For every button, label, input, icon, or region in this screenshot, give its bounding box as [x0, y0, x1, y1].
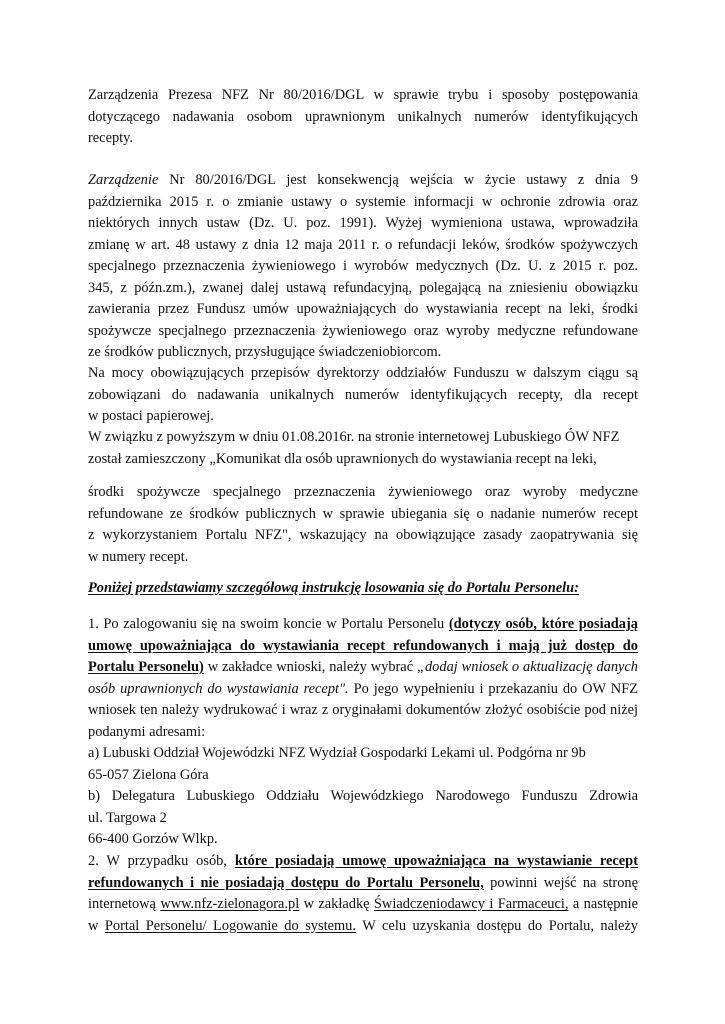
title-line: Zarządzenia Prezesa NFZ Nr 80/2016/DGL w sprawie trybu i sposoby postępowania [88, 87, 638, 103]
paragraph-line: refundowane ze środków publicznych w sprawie ubiegania się o nadanie numerów recept [88, 505, 638, 522]
step-text: internetową [88, 896, 161, 912]
paragraph-line: W związku z powyższym w dniu 01.08.2016r. na stronie internetowej Lubuskiego ÓW NFZ [88, 429, 620, 445]
paragraph-line: został zamieszczony „Komunikat dla osób uprawnionych do wystawiania recept na leki, [88, 450, 597, 467]
italic-lead: Zarządzenie [88, 172, 159, 188]
address-b-line: b) Delegatura Lubuskiego Oddziału Wojewódzkiego Narodowego Funduszu Zdrowia [88, 788, 638, 804]
step-emphasis: umowę upoważniająca do wystawiania recept refundowanych i mają już dostęp do [88, 637, 638, 654]
address-a-city: 65-057 Zielona Góra [88, 766, 209, 783]
step-line [88, 894, 638, 916]
step-line: wniosek ten należy wydrukować i wraz z oryginałami dokumentów złożyć osobiście pod niżej [88, 702, 638, 718]
step-text: 1. Po zalogowaniu się na swoim koncie w Portalu Personelu [88, 616, 449, 632]
paragraph-intro [88, 170, 638, 364]
step-text: w [88, 917, 105, 934]
step-text: Po jego wypełnieniu i przekazaniu do OW NFZ [348, 680, 638, 697]
paragraph-line: w numery recept. [88, 548, 189, 565]
title-line: recepty. [88, 130, 134, 146]
paragraph-line: zawierania przez Fundusz umów upoważniających do wystawiania recept na leki, środki [88, 301, 638, 317]
paragraph-line: zobowiązani do nadawania unikalnych numerów identyfikujących recepty, dla recept [88, 386, 638, 403]
paragraph-obligation [88, 363, 638, 428]
step-line [88, 916, 638, 938]
paragraph-line: października 2015 r. o zmianie ustawy o systemie informacji w ochronie zdrowia oraz [88, 193, 638, 210]
step-line: podanymi adresami: [88, 723, 206, 740]
step-text: W celu uzyskania dostępu do Portalu, należy [355, 917, 638, 934]
portal-login-link[interactable]: Portal Personelu/ Logowanie do systemu. [104, 917, 356, 934]
paragraph-line: spożywcze specjalnego przeznaczenia żywieniowego oraz wyroby medyczne refundowane [88, 322, 638, 339]
step-emphasis: (dotyczy osób, które posiadają [448, 616, 638, 632]
document-title [88, 85, 638, 150]
paragraph-line: środki spożywcze specjalnego przeznaczenia żywieniowego oraz wyroby medyczne [88, 484, 638, 500]
step-text: powinni wejść na stronę [483, 874, 638, 891]
step-line [88, 851, 638, 873]
step-emphasis: refundowanych i nie posiadają dostępu do Portalu Personelu, [88, 874, 484, 891]
address-a-line: a) Lubuski Oddział Wojewódzki NFZ Wydział Gospodarki Lekami ul. Podgórna nr 9b [88, 745, 586, 761]
paragraph-line: w postaci papierowej. [88, 408, 214, 424]
step-1 [88, 614, 638, 851]
paragraph-line: zmianę w art. 48 ustawy z dnia 12 maja 2011 r. o refundacji leków, środków spożywczych [88, 236, 638, 253]
paragraph-line: specjalnego przeznaczenia żywieniowego i wyrobów medycznych (Dz. U. z 2015 r. poz. [88, 258, 638, 274]
paragraph-announcement [88, 427, 638, 470]
section-heading [88, 578, 638, 600]
paragraph-line: 345, z późn.zm.), zwanej dalej ustawą refundacyjną, polegającą na zniesieniu obowiązku [88, 279, 638, 296]
step-line [88, 873, 638, 895]
step-text: w zakładkę [299, 896, 374, 912]
paragraph-line: niektórych innych ustaw (Dz. U. poz. 1991). Wyżej wymieniona ustawa, wprowadziła [88, 215, 638, 231]
step-2 [88, 851, 638, 937]
paragraph-line: Na mocy obowiązujących przepisów dyrektorzy oddziałów Funduszu w dalszym ciągu są [88, 365, 638, 381]
address-b-city: 66-400 Gorzów Wlkp. [88, 831, 218, 847]
step-text: a następnie [568, 896, 638, 912]
step-text: 2. W przypadku osób, [88, 853, 235, 869]
step-italic: „dodaj wniosek o aktualizację danych [416, 659, 638, 675]
paragraph-line [88, 170, 638, 192]
paragraph-text: Nr 80/2016/DGL jest konsekwencją wejścia w życie ustawy z dnia 9 [169, 172, 638, 188]
step-text: w zakładce wnioski, należy wybrać [203, 659, 417, 675]
title-line: dotyczącego nadawania osobom uprawnionym unikalnych numerów identyfikujących [88, 108, 638, 125]
providers-tab-link[interactable]: Świadczeniodawcy i Farmaceuci, [373, 896, 569, 912]
paragraph-line: ze środków publicznych, przysługujące świadczeniobiorcom. [88, 344, 442, 360]
step-line [88, 614, 638, 636]
address-b-street: ul. Targowa 2 [88, 809, 167, 826]
paragraph-announcement-cont [88, 482, 638, 568]
step-emphasis: Portalu Personelu) [88, 659, 204, 675]
step-italic: osób uprawnionych do wystawiania recept". [88, 680, 349, 697]
website-link[interactable]: www.nfz-zielonagora.pl [160, 896, 300, 912]
paragraph-line: z wykorzystaniem Portalu NFZ", wskazujący na obowiązujące zasady zaopatrywania się [88, 527, 638, 543]
step-emphasis: które posiadają umowę upoważniająca na wystawianie recept [234, 853, 638, 869]
step-line [88, 679, 638, 701]
step-line [88, 657, 638, 679]
instruction-heading: Poniżej przedstawiamy szczegółową instrukcję losowania się do Portalu Personelu: [88, 580, 579, 596]
